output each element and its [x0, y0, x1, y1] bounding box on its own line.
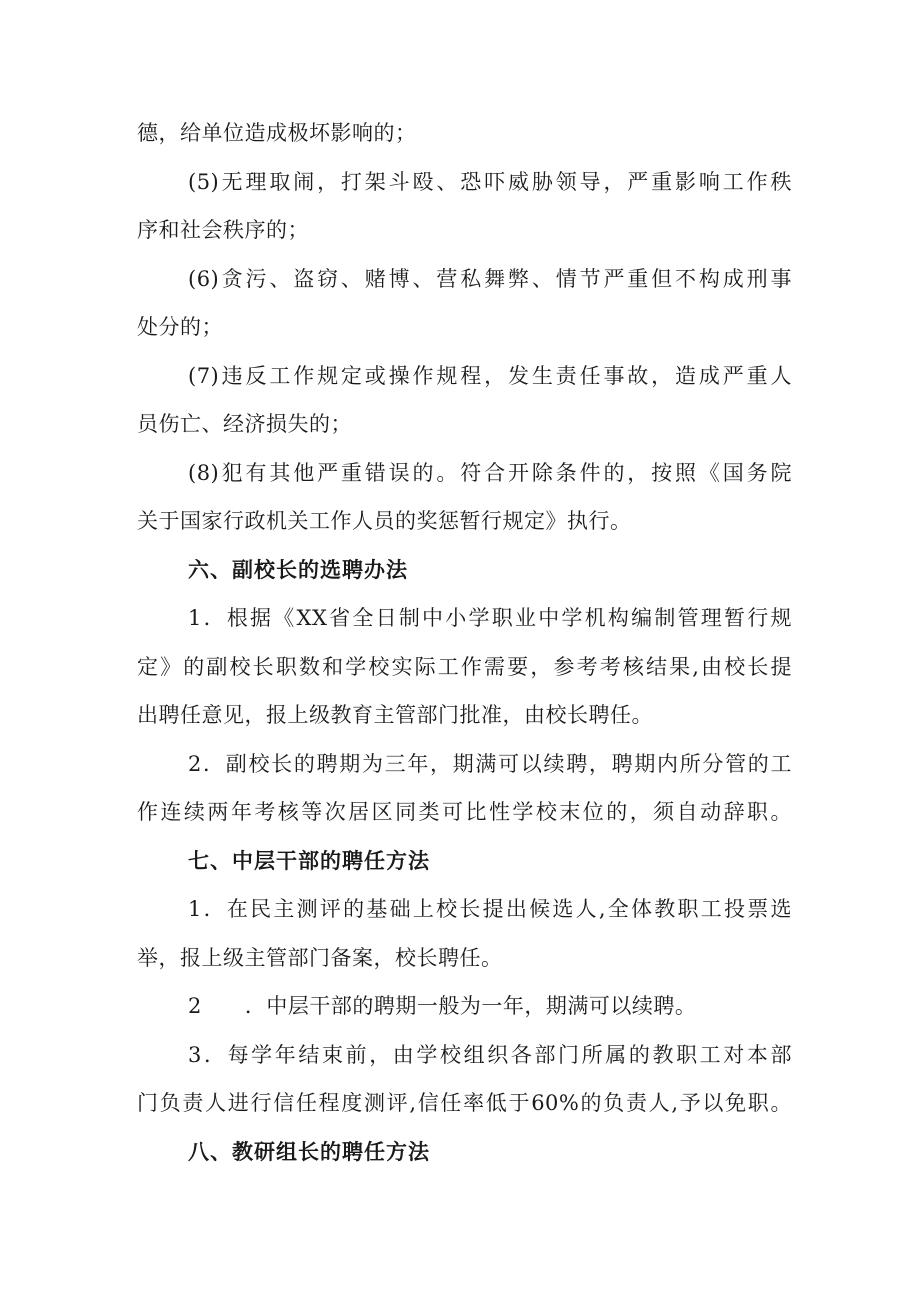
text-line: 员伤亡、经济损失的；	[137, 412, 352, 436]
text-line: 德，给单位造成极坏影响的；	[137, 121, 417, 145]
section-heading: 八、教研组长的聘任方法	[188, 1140, 430, 1164]
text-line: 定》的副校长职数和学校实际工作需要，参考考核结果,由校长提	[137, 655, 792, 679]
text-line: 1．根据《XX省全日制中小学职业中学机构编制管理暂行规	[188, 606, 792, 630]
text-line: 作连续两年考核等次居区同类可比性学校末位的，须自动辞职。	[137, 800, 792, 824]
text-line: (7)违反工作规定或操作规程，发生责任事故，造成严重人	[188, 364, 792, 388]
text-line: (6)贪污、盗窃、赌博、营私舞弊、情节严重但不构成刑事	[188, 267, 792, 291]
text-line: 序和社会秩序的；	[137, 218, 309, 242]
section-heading: 六、副校长的选聘办法	[188, 558, 408, 582]
text-line: 出聘任意见，报上级教育主管部门批准，由校长聘任。	[137, 703, 653, 727]
text-line: 门负责人进行信任程度测评,信任率低于60%的负责人,予以免职。	[137, 1091, 792, 1115]
text-line: 关于国家行政机关工作人员的奖惩暂行规定》执行。	[137, 509, 632, 533]
text-line: 1．在民主测评的基础上校长提出候选人,全体教职工投票选	[188, 897, 792, 921]
text-line: 2 ．中层干部的聘期一般为一年，期满可以续聘。	[188, 994, 697, 1018]
text-line: (5)无理取闹，打架斗殴、恐吓威胁领导，严重影响工作秩	[188, 170, 792, 194]
text-line: 2．副校长的聘期为三年，期满可以续聘，聘期内所分管的工	[188, 752, 792, 776]
text-line: 3．每学年结束前，由学校组织各部门所属的教职工对本部	[188, 1043, 792, 1067]
text-line: 处分的；	[137, 315, 223, 339]
text-line: (8)犯有其他严重错误的。符合开除条件的，按照《国务院	[188, 461, 792, 485]
section-heading: 七、中层干部的聘任方法	[188, 849, 430, 873]
text-line: 举，报上级主管部门备案，校长聘任。	[137, 946, 503, 970]
